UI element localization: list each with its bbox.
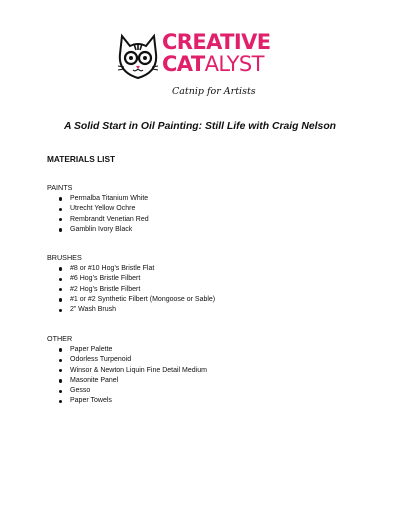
list-item: #6 Hog’s Bristle Filbert xyxy=(47,274,367,284)
list-item: #1 or #2 Synthetic Filbert (Mongoose or Sable) xyxy=(47,295,367,305)
list-item: Winsor & Newton Liquin Fine Detail Medium xyxy=(47,366,367,376)
list-item: Utrecht Yellow Ochre xyxy=(47,204,367,214)
other-list xyxy=(47,345,367,407)
list-item: Gamblin Ivory Black xyxy=(47,225,367,235)
brushes-list xyxy=(47,264,367,315)
list-item: Masonite Panel xyxy=(47,376,367,386)
document-title: A Solid Start in Oil Painting: Still Life with Craig Nelson xyxy=(63,121,337,132)
brushes-section xyxy=(47,253,367,315)
cat-with-glasses-icon xyxy=(116,32,160,80)
creative-catalyst-logo xyxy=(116,30,286,112)
paints-list xyxy=(47,194,367,235)
section-label-brushes: BRUSHES xyxy=(47,253,82,262)
logo-cat-part: CAT xyxy=(162,52,205,76)
list-item: Odorless Turpenoid xyxy=(47,355,367,365)
other-section xyxy=(47,334,367,407)
logo-tagline: Catnip for Artists xyxy=(172,86,256,97)
logo-line-creative: CREATIVE xyxy=(162,30,271,54)
list-item: #2 Hog’s Bristle Filbert xyxy=(47,285,367,295)
list-item: Paper Palette xyxy=(47,345,367,355)
section-label-paints: PAINTS xyxy=(47,183,73,192)
list-item: 2” Wash Brush xyxy=(47,305,367,315)
list-item: #8 or #10 Hog’s Bristle Flat xyxy=(47,264,367,274)
section-label-other: OTHER xyxy=(47,334,73,343)
list-item: Rembrandt Venetian Red xyxy=(47,215,367,225)
logo-line-catalyst xyxy=(162,52,264,76)
materials-list-heading: MATERIALS LIST xyxy=(47,154,116,164)
list-item: Gesso xyxy=(47,386,367,396)
list-item: Permalba Titanium White xyxy=(47,194,367,204)
list-item: Paper Towels xyxy=(47,396,367,406)
paints-section xyxy=(47,183,367,235)
logo-alyst-part: ALYST xyxy=(204,52,264,76)
